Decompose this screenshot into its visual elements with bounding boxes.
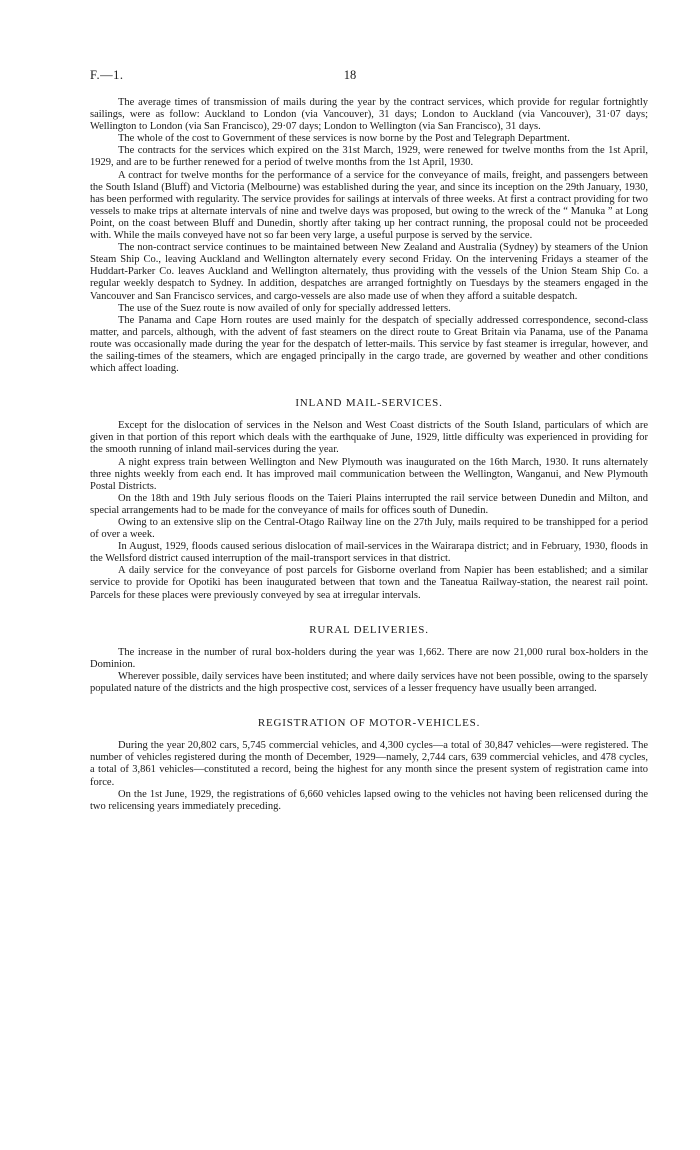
- inland-mail-section: [90, 397, 648, 602]
- section-heading-rural: RURAL DELIVERIES.: [309, 623, 429, 636]
- paragraph-otago-slip: Owing to an extensive slip on the Central-Otago Railway line on the 27th July, mails required to be transhipped for a period of over a week.: [90, 517, 648, 541]
- page-number: 18: [343, 68, 357, 82]
- paragraph-motor-registrations: During the year 20,802 cars, 5,745 commercial vehicles, and 4,300 cycles—a total of 30,847 vehicles—were registered. The number of vehicles registered during the month of December, 1929—namely, 2,744 cars, 639 commercial vehicles, and 478 cycles, a total of 3,861 vehicles—constituted a record, being the highest for any month since the present system of registration came into force.: [90, 740, 648, 788]
- document-code: F.—1.: [90, 68, 124, 82]
- paragraph-inland-dislocation: Except for the dislocation of services in the Nelson and West Coast districts of the South Island, particulars of which are given in that portion of this report which deals with the earthquake of June, 1929, little difficulty was experienced in providing for the smooth running of inland mail-services during the year.: [90, 420, 648, 456]
- paragraph-taieri-floods: On the 18th and 19th July serious floods on the Taieri Plains interrupted the rail service between Dunedin and Milton, and special arrangements had to be made for the conveyance of mails for offices south of Dunedin.: [90, 492, 648, 516]
- section-heading-motor: REGISTRATION OF MOTOR-VEHICLES.: [257, 717, 481, 730]
- paragraph-suez-route: The use of the Suez route is now availed of only for specially addressed letters.: [118, 302, 451, 314]
- paragraph-cost: The whole of the cost to Government of these services is now borne by the Post and Telegraph Department.: [118, 133, 570, 145]
- paragraph-contract-renewal: The contracts for the services which expired on the 31st March, 1929, were renewed for twelve months from the 1st April, 1929, and are to be further renewed for a period of twelve months from the 1st April, 1930.: [90, 145, 648, 169]
- paragraph-night-express: A night express train between Wellington and New Plymouth was inaugurated on the 16th March, 1930. It runs alternately three nights weekly from each end. It has improved mail communication between the Wellington, Wanganui, and New Plymouth Postal Districts.: [90, 456, 648, 492]
- paragraph-wairarapa-floods: In August, 1929, floods caused serious dislocation of mail-services in the Wairarapa district; and in February, 1930, floods in the Wellsford district caused interruption of the mail-transport services in that district.: [90, 541, 648, 565]
- intro-section: [90, 97, 648, 375]
- page-content: [90, 97, 648, 813]
- motor-registration-section: [90, 717, 648, 813]
- paragraph-parcel-service: A daily service for the conveyance of post parcels for Gisborne overland from Napier has been established; and a similar service to provide for Opotiki has been inaugurated between that town and the Taneatua Railway-station, the nearest rail point. Parcels for these places were previously conveyed by sea at irregular intervals.: [90, 565, 648, 601]
- paragraph-lapsed-registrations: On the 1st June, 1929, the registrations of 6,660 vehicles lapsed owing to the vehicles not having been relicensed during the two relicensing years immediately preceding.: [90, 788, 648, 812]
- page-header: [90, 68, 610, 86]
- paragraph-bluff-melbourne-service: A contract for twelve months for the performance of a service for the conveyance of mails, freight, and passengers between the South Island (Bluff) and Victoria (Melbourne) was established during the year, and since its inception on the 29th January, 1930, has been performed with regularity. The service provides for sailings at intervals of three weeks. At first a contract providing for two vessels to make trips at alternate intervals of nine and twelve days was proposed, but owing to the wreck of the “ Manuka ” at Long Point, on the coast between Bluff and Dunedin, shortly after taking up her contract running, the proposal could not be proceeded with. While the mails conveyed have not so far been very large, a useful purpose is served by the service.: [90, 169, 648, 242]
- paragraph-rural-frequency: Wherever possible, daily services have been instituted; and where daily services have not been possible, owing to the sparsely populated nature of the districts and the high prospective cost, services of a lesser frequency have usually been arranged.: [90, 670, 648, 695]
- paragraph-non-contract-service: The non-contract service continues to be maintained between New Zealand and Australia (Sydney) by steamers of the Union Steam Ship Co., leaving Auckland and Wellington alternately every second Friday. On the intervening Fridays a steamer of the Huddart-Parker Co. leaves Auckland and Wellington alternately, thus providing with the vessels of the Union Steam Ship Co. a regular weekly despatch to Sydney. In addition, despatches are arranged fortnightly on Tuesdays by the steamers engaged in the Vancouver and San Francisco services, and cargo-vessels are also made use of when they afford a suitable despatch.: [90, 242, 648, 302]
- paragraph-panama-cape-horn: The Panama and Cape Horn routes are used mainly for the despatch of specially addressed correspondence, second-class matter, and parcels, although, with the advent of fast steamers on the direct route to Great Britain via Panama, use of the Panama route was occasionally made during the year for the despatch of letter-mails. This service by fast steamer is irregular, however, and the sailing-times of the steamers, which are engaged principally in the cargo trade, are governed by weather and other conditions which affect loading.: [90, 314, 648, 375]
- paragraph-rural-increase: The increase in the number of rural box-holders during the year was 1,662. There are now 21,000 rural box-holders in the Dominion.: [90, 646, 648, 670]
- rural-deliveries-section: [90, 624, 648, 695]
- section-heading-inland: INLAND MAIL-SERVICES.: [295, 397, 443, 410]
- paragraph-transmission-times: The average times of transmission of mails during the year by the contract services, which provide for regular fortnightly sailings, were as follow: Auckland to London (via Vancouver), 31 days; London to Auckland (via Vancouver), 31·07 days; Wellington to London (via San Francisco), 29·07 days; London to Wellington (via San Francisco), 31 days.: [90, 97, 648, 133]
